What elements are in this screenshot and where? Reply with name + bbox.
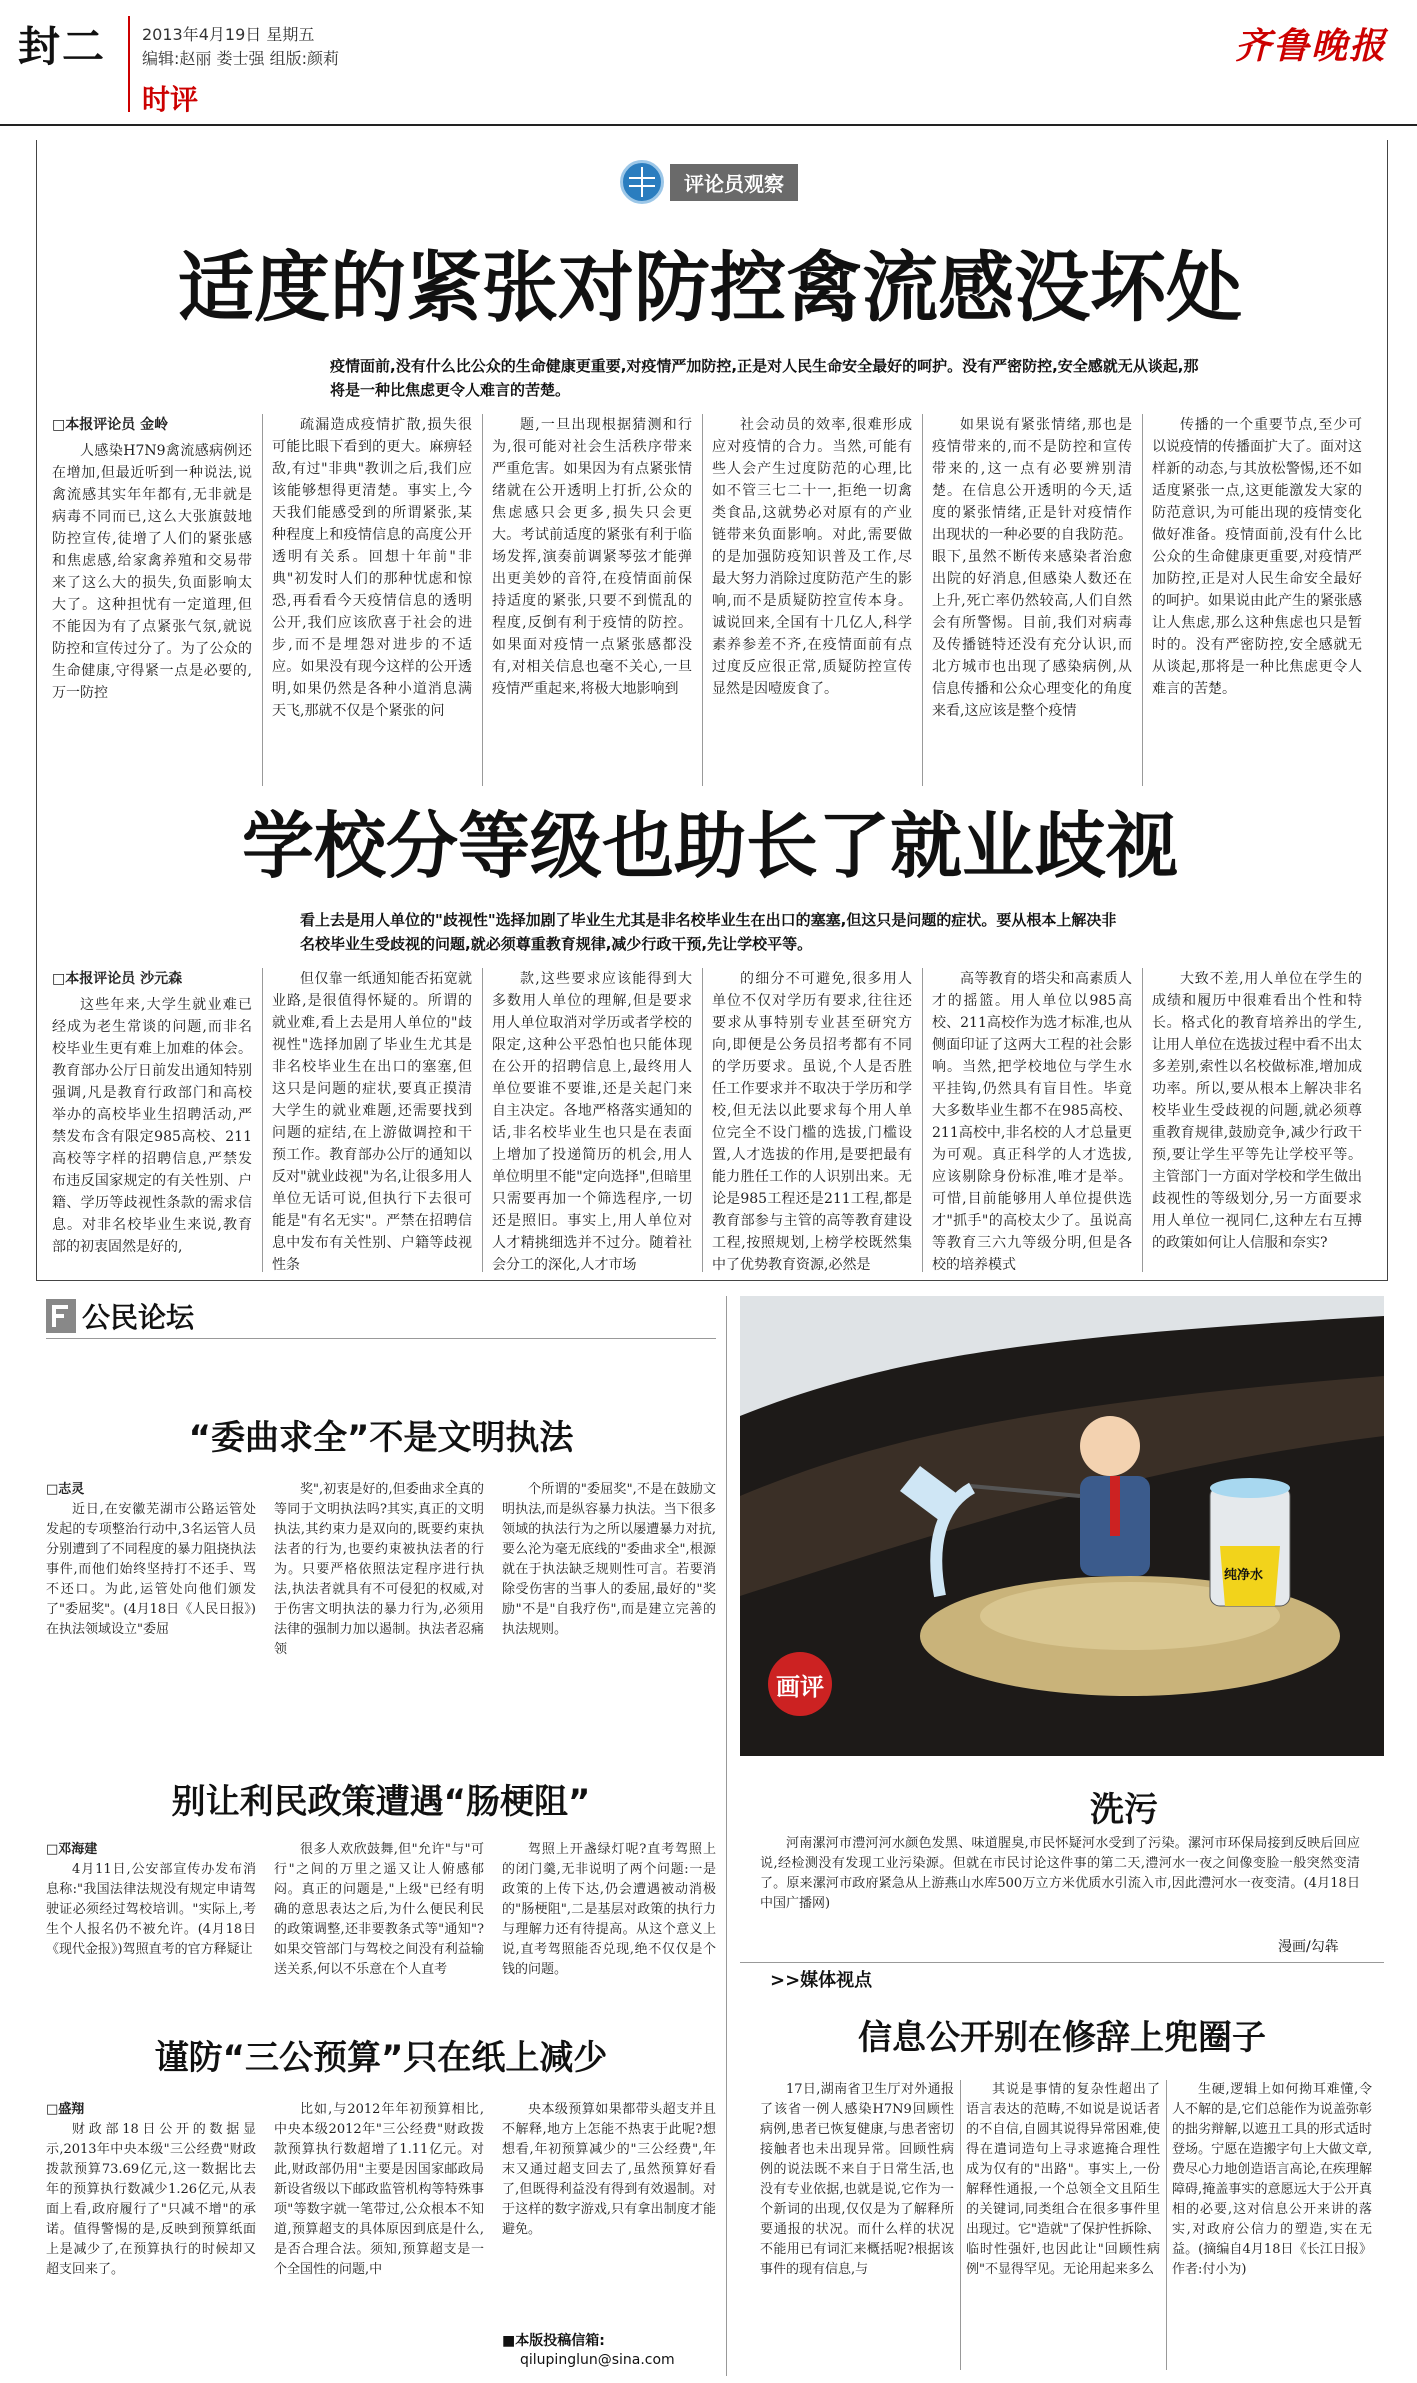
article2-col-5 bbox=[932, 968, 1132, 1272]
cartoon-frame bbox=[740, 1296, 1384, 1756]
article1-title: 适度的紧张对防控禽流感没坏处 bbox=[178, 243, 1242, 332]
forum-piece2-col-2 bbox=[274, 1840, 484, 2020]
cartoon-caption: 河南漯河市澧河河水颜色发黑、味道腥臭,市民怀疑河水受到了污染。漯河市环保局接到反映后回应说,经检测没有发现工业污染源。但就在市民讨论这件事的第二天,澧河水一夜之间像变脸一般突然变清了。原来漯河市政府紧急从上游燕山水库500万立方米优质水引流入市,因此澧河水一夜变清。(4月18日中国广播网) bbox=[760, 1836, 1360, 1911]
col-divider bbox=[262, 968, 263, 1272]
col-divider bbox=[482, 968, 483, 1272]
article2-text: 款,这些要求应该能得到大多数用人单位的理解,但是要求用人单位取消对学历或者学校的限定,这种公平恐怕也只能体现在公开的招聘信息上,最终用人单位要谁不要谁,还是关起门来自主决定。各地严格落实通知的话,非名校毕业生也只是在表面上增加了投递简历的机会,用人单位明里不能"定向选择",但暗里只需要再加一个筛选程序,一切还是照旧。事实上,用人单位对人才精挑细选并不过分。随着社会分工的深化,人才市场 bbox=[492, 971, 692, 1272]
article1-text: 社会动员的效率,很难形成应对疫情的合力。当然,可能有些人会产生过度防范的心理,比如不管三七二十一,拒绝一切禽类食品,这就势必对原有的产业链带来负面影响。对此,需要做的是加强防疫知识普及工作,尽最大努力消除过度防范产生的影响,而不是质疑防控宣传本身。诚说回来,全国有十几亿人,科学素养参差不齐,在疫情面前有点过度反应很正常,质疑防控宣传显然是因噎废食了。 bbox=[712, 417, 912, 697]
article1-col-6 bbox=[1152, 414, 1362, 786]
article2-title: 学校分等级也助长了就业歧视 bbox=[241, 804, 1178, 888]
article2-col-3 bbox=[492, 968, 692, 1272]
page-label: 封二 bbox=[18, 22, 107, 71]
cartoon-title: 洗污 bbox=[1090, 1790, 1158, 1830]
cartoon-rule bbox=[740, 1962, 1384, 1963]
col-divider bbox=[1166, 2080, 1167, 2370]
forum-piece3-col-1 bbox=[46, 2100, 256, 2370]
forum-piece2-col-1 bbox=[46, 1840, 256, 2020]
section-title: 时评 bbox=[142, 83, 199, 116]
article1-text: 传播的一个重要节点,至少可以说疫情的传播面扩大了。面对这样新的动态,与其放松警惕,还不如适度紧张一点,这更能激发大家的防范意识,为可能出现的疫情变化做好准备。疫情面前,没有什么比公众的生命健康更重要,对疫情严加防控,正是对人民生命安全最好的呵护。如果说由此产生的紧张感让人焦虑,那么这种焦虑也只是暂时的。没有严密防控,安全感就无从谈起,那将是一种比焦虑更令人难言的苦楚。 bbox=[1152, 417, 1362, 697]
article2-col-6 bbox=[1152, 968, 1362, 1272]
article1-col-1 bbox=[52, 414, 252, 786]
forum-piece3-col-2 bbox=[274, 2100, 484, 2370]
article1-text: 疏漏造成疫情扩散,损失很可能比眼下看到的更大。麻痹轻敌,有过"非典"教训之后,我们应该能够想得更清楚。事实上,今天我们能感受到的所谓紧张,某种程度上和疫情信息的高度公开透明有关系。回想十年前"非典"初发时人们的那种忧虑和惊恐,再看看今天疫情信息的透明公开,我们应该欣喜于社会的进步,而不是埋怨对进步的不适应。如果没有现今这样的公开透明,如果仍然是各种小道消息满天飞,那就不仅是个紧张的问 bbox=[272, 417, 472, 719]
col-divider bbox=[922, 968, 923, 1272]
globe-icon bbox=[620, 160, 664, 204]
header-rule bbox=[0, 124, 1417, 126]
forum-piece2-title: 别让利民政策遭遇“肠梗阻” bbox=[171, 1782, 591, 1822]
masthead-logo: 齐鲁晚报 bbox=[1234, 25, 1387, 67]
article2-text: 高等教育的塔尖和高素质人才的摇篮。用人单位以985高校、211高校作为选才标准,也从侧面印证了这两大工程的社会影响。当然,把学校地位与学生水平挂钩,仍然具有盲目性。毕竟大多数毕业生都不在985高校、211高校中,非名校的人才总量更为可观。真正科学的人才选拔,应该剔除身份标准,唯才是举。可惜,目前能够用人单位提供选才"抓手"的高校太少了。虽说高等教育三六九等级分明,但是各校的培养模式 bbox=[932, 971, 1132, 1272]
col-divider bbox=[702, 968, 703, 1272]
article1-col-3 bbox=[492, 414, 692, 786]
article1-lead: 疫情面前,没有什么比公众的生命健康更重要,对疫情严加防控,正是对人民生命安全最好的呵护。没有严密防控,安全感就无从谈起,那将是一种比焦虑更令人难言的苦楚。 bbox=[330, 357, 1199, 399]
contact-email[interactable]: qilupinglun@sina.com bbox=[520, 2352, 675, 2368]
col-divider bbox=[482, 414, 483, 786]
forum-piece2-byline: □邓海建 bbox=[46, 1842, 98, 1857]
col-divider bbox=[1142, 968, 1143, 1272]
media-col-3 bbox=[1172, 2080, 1372, 2370]
forum-piece1-byline: □志灵 bbox=[46, 1482, 85, 1497]
forum-piece2-text: 4月11日,公安部宣传办发布消息称:"我国法律法规没有规定申请驾驶证必须经过驾校培训。"实际上,考生个人报名仍不被允许。(4月18日《现代金报》)驾照直考的官方释疑让 bbox=[46, 1862, 256, 1957]
media-col-2 bbox=[966, 2080, 1160, 2370]
header-divider bbox=[128, 16, 130, 112]
article2-text: 大致不差,用人单位在学生的成绩和履历中很难看出个性和特长。格式化的教育培养出的学生,让用人单位在选拔过程中看不出太多差别,索性以名校做标准,增加成功率。所以,要从根本上解决非名校毕业生受歧视的问题,就必须尊重教育规律,鼓励竞争,减少行政干预,要让学生平等先让学校平等。主管部门一方面对学校和学生做出歧视性的等级划分,另一方面要求用人单位一视同仁,这种左右互搏的政策如何让人信服和奈实? bbox=[1152, 971, 1362, 1251]
badge-label: 评论员观察 bbox=[670, 164, 798, 201]
article1-byline: □本报评论员 金岭 bbox=[52, 417, 169, 433]
forum-piece3-col-3 bbox=[502, 2100, 716, 2330]
media-col-1 bbox=[760, 2080, 954, 2370]
forum-piece1-title: “委曲求全”不是文明执法 bbox=[188, 1418, 574, 1458]
article2-col-2 bbox=[272, 968, 472, 1272]
article2-text: 的细分不可避免,很多用人单位不仅对学历有要求,往往还要求从事特别专业甚至研究方向,即便是公务员招考都有不同的学历要求。虽说,个人是否胜任工作要求并不取决于学历和学校,但无法以此要求每个用人单位完全不设门槛的选拔,门槛设置,人才选拔的作用,是要把最有能力胜任工作的人识别出来。无论是985工程还是211工程,都是教育部参与主管的高等教育建设工程,按照规划,上榜学校既然集中了优势教育资源,必然是 bbox=[712, 971, 912, 1272]
forum-piece1-col-1 bbox=[46, 1480, 256, 1760]
forum-piece3-title: 谨防“三公预算”只在纸上减少 bbox=[154, 2038, 608, 2078]
forum-piece3-text: 央本级预算如果都带头超支并且不解释,地方上怎能不热衷于此呢?想想看,年初预算减少的"三公经费",年末又通过超支回去了,虽然预算好看了,但既得利益没有得到有效遏制。对于这样的数字游戏,只有拿出制度才能避免。 bbox=[502, 2102, 716, 2237]
article1-col-5 bbox=[932, 414, 1132, 786]
forum-piece1-col-2 bbox=[274, 1480, 484, 1760]
article1-text: 人感染H7N9禽流感病例还在增加,但最近听到一种说法,说禽流感其实年年都有,无非就是病毒不同而已,这么大张旗鼓地防控宣传,徒增了人们的紧张感和焦虑感,给家禽养殖和交易带来了这么大的损失,负面影响太大了。这种担忧有一定道理,但不能因为有了点紧张气氛,就说防控和宣传过分了。为了公众的生命健康,守得紧一点是必要的,万一防控 bbox=[52, 443, 252, 701]
article1-col-4 bbox=[712, 414, 912, 786]
article2-col-1 bbox=[52, 968, 252, 1272]
section-divider bbox=[726, 1296, 727, 2376]
forum-piece2-col-3 bbox=[502, 1840, 716, 2020]
article1-text: 题,一旦出现根据猜测和行为,很可能对社会生活秩序带来严重危害。如果因为有点紧张情绪就在公开透明上打折,公众的焦虑感只会更多,损失只会更大。考试前适度的紧张有利于临场发挥,演奏前调紧琴弦才能弹出更美妙的音符,在疫情面前保持适度的紧张,只要不到慌乱的程度,反倒有利于疫情的防控。如果面对疫情一点紧张感都没有,对相关信息也毫不关心,一旦疫情严重起来,将极大地影响到 bbox=[492, 417, 692, 697]
forum-header bbox=[46, 1296, 194, 1336]
media-section-label: >>媒体视点 bbox=[770, 1970, 873, 1991]
bucket-label: 纯净水 bbox=[1224, 1568, 1264, 1583]
forum-piece3-text: 财政部18日公开的数据显示,2013年中央本级"三公经费"财政拨款预算73.69亿元,这一数据比去年的预算执行数减少1.26亿元,从表面上看,政府履行了"只减不增"的承诺。值得警惕的是,反映到预算纸面上是减少了,在预算执行的时候却又超支回来了。 bbox=[46, 2122, 256, 2277]
article1-col-2 bbox=[272, 414, 472, 786]
forum-piece3-byline: □盛翔 bbox=[46, 2102, 85, 2117]
media-title: 信息公开别在修辞上兜圈子 bbox=[858, 2018, 1266, 2058]
article2-col-4 bbox=[712, 968, 912, 1272]
cartoon-badge bbox=[768, 1652, 832, 1716]
commentator-badge bbox=[620, 160, 798, 204]
forum-piece1-text: 奖",初衷是好的,但委曲求全真的等同于文明执法吗?其实,真正的文明执法,其约束力是双向的,既要约束执法者的行为,也要约束被执法者的行为。只要严格依照法定程序进行执法,执法者就具有不可侵犯的权威,对于伤害文明执法的暴力行为,必须用法律的强制力加以遏制。执法者忍痛领 bbox=[274, 1482, 484, 1657]
forum-piece1-text: 个所谓的"委屈奖",不是在鼓励文明执法,而是纵容暴力执法。当下很多领域的执法行为之所以屡遭暴力对抗,要么沦为毫无底线的"委曲求全",根源就在于执法缺乏规则性可言。若要消除受伤害的当事人的委屈,最好的"奖励"不是"自我疗伤",而是建立完善的执法规则。 bbox=[502, 1482, 716, 1637]
forum-icon bbox=[46, 1299, 76, 1333]
cartoon-credit: 漫画/勾犇 bbox=[1278, 1939, 1339, 1955]
media-text: 其说是事情的复杂性超出了语言表达的范畴,不如说是说话者的不自信,自圆其说得异常困难,使得在遣词造句上寻求遮掩合理性成为仅有的"出路"。事实上,一份解释性通报,一个总领全文且陌生的关键词,同类组合在很多事件里出现过。它"造就"了保护性拆除、临时性强奸,也因此让"回顾性病例"不显得罕见。无论用起来多么 bbox=[966, 2082, 1160, 2277]
col-divider bbox=[922, 414, 923, 786]
media-text: 17日,湖南省卫生厅对外通报了该省一例人感染H7N9回顾性病例,患者已恢复健康,与患者密切接触者也未出现异常。回顾性病例的说法既不来自于日常生活,也没有专业依据,也就是说,它作为一个新词的出现,仅仅是为了解释所要通报的状况。而什么样的状况不能用已有词汇来概括呢?根据该事件的现有信息,与 bbox=[760, 2082, 954, 2277]
article1-text: 如果说有紧张情绪,那也是疫情带来的,而不是防控和宣传带来的,这一点有必要辨别清楚。在信息公开透明的今天,适度的紧张情绪,正是针对疫情作出现状的一种必要的自我防范。眼下,虽然不断传来感染者治愈出院的好消息,但感染人数还在上升,死亡率仍然较高,人们自然会有所警惕。目前,我们对病毒及传播链特还没有充分认识,而北方城市也出现了感染病例,从信息传播和公众心理变化的角度来看,这应该是整个疫情 bbox=[932, 417, 1132, 719]
forum-piece1-col-3 bbox=[502, 1480, 716, 1760]
forum-piece3-text: 比如,与2012年年初预算相比,中央本级2012年"三公经费"财政拨款预算执行数超增了1.11亿元。对此,财政部仍用"主要是因国家邮政局新设省级以下邮政监管机构等特殊事项"等数字就一笔带过,公众根本不知道,预算超支的具体原因到底是什么,是否合理合法。须知,预算超支是一个全国性的问题,中 bbox=[274, 2102, 484, 2277]
article2-text: 但仅靠一纸通知能否拓宽就业路,是很值得怀疑的。所谓的就业难,看上去是用人单位的"歧视性"选择加剧了毕业生尤其是非名校毕业生在出口的塞塞,但这只是问题的症状,要真正摸清大学生的就业难题,还需要找到问题的症结,在上游做调控和干预工作。教育部办公厅的通知以反对"就业歧视"为名,让很多用人单位无话可说,但执行下去很可能是"有名无实"。严禁在招聘信息中发布有关性别、户籍等歧视性条 bbox=[272, 971, 472, 1272]
contact-label: ■本版投稿信箱: bbox=[502, 2333, 605, 2349]
cartoon-badge-label: 画评 bbox=[776, 1671, 824, 1701]
forum-piece1-text: 近日,在安徽芜湖市公路运管处发起的专项整治行动中,3名运管人员分别遭到了不同程度的暴力阻挠执法事件,而他们始终坚持打不还手、骂不还口。为此,运管处向他们颁发了"委屈奖"。(4月18日《人民日报》)在执法领域设立"委屈 bbox=[46, 1502, 256, 1637]
cartoon-illustration bbox=[740, 1296, 1384, 1756]
forum-piece2-text: 驾照上开盏绿灯呢?直考驾照上的闭门羹,无非说明了两个问题:一是政策的上传下达,仍会遭遇被动消极的"肠梗阻",二是基层对政策的执行力与理解力还有待提高。从这个意义上说,直考驾照能否兑现,绝不仅仅是个钱的问题。 bbox=[502, 1842, 716, 1977]
article2-text: 这些年来,大学生就业难已经成为老生常谈的问题,而非名校毕业生更有难上加难的体会。教育部办公厅日前发出通知特别强调,凡是教育行政部门和高校举办的高校毕业生招聘活动,严禁发布含有限定985高校、211高校等字样的招聘信息,严禁发布违反国家规定的有关性别、户籍、学历等歧视性条款的需求信息。对非名校毕业生来说,教育部的初衷固然是好的, bbox=[52, 997, 252, 1255]
editors-line: 编辑:赵丽 娄士强 组版:颜莉 bbox=[142, 49, 339, 68]
col-divider bbox=[960, 2080, 961, 2370]
forum-rule bbox=[46, 1338, 716, 1339]
media-text: 生硬,逻辑上如何拗耳难懂,令人不解的是,它们总能作为说盖弥彰的拙劣辩解,以遮丑工具的形式适时登场。宁愿在造搬字句上大做文章,费尽心力地创造语言高论,在疾理解障碍,掩盖事实的意愿远大于公开真相的必要,这对信息公开来讲的落实,对政府公信力的塑造,实在无益。(摘编自4月18日《长江日报》 作者:付小为) bbox=[1172, 2082, 1372, 2277]
col-divider bbox=[262, 414, 263, 786]
col-divider bbox=[1142, 414, 1143, 786]
forum-title: 公民论坛 bbox=[82, 1301, 195, 1334]
date-line: 2013年4月19日 星期五 bbox=[142, 25, 315, 44]
forum-piece2-text: 很多人欢欣鼓舞,但"允许"与"可行"之间的万里之遥又让人俯感郁闷。真正的问题是,"上级"已经有明确的意思表达之后,为什么便民利民的政策调整,还非要教条式等"通知"?如果交管部门与驾校之间没有利益输送关系,何以不乐意在个人直考 bbox=[274, 1842, 484, 1977]
col-divider bbox=[702, 414, 703, 786]
article2-lead: 看上去是用人单位的"歧视性"选择加剧了毕业生尤其是非名校毕业生在出口的塞塞,但这只是问题的症状。要从根本上解决非名校毕业生受歧视的问题,就必须尊重教育规律,减少行政干预,先让学校平等。 bbox=[300, 911, 1117, 953]
article2-byline: □本报评论员 沙元森 bbox=[52, 971, 183, 987]
